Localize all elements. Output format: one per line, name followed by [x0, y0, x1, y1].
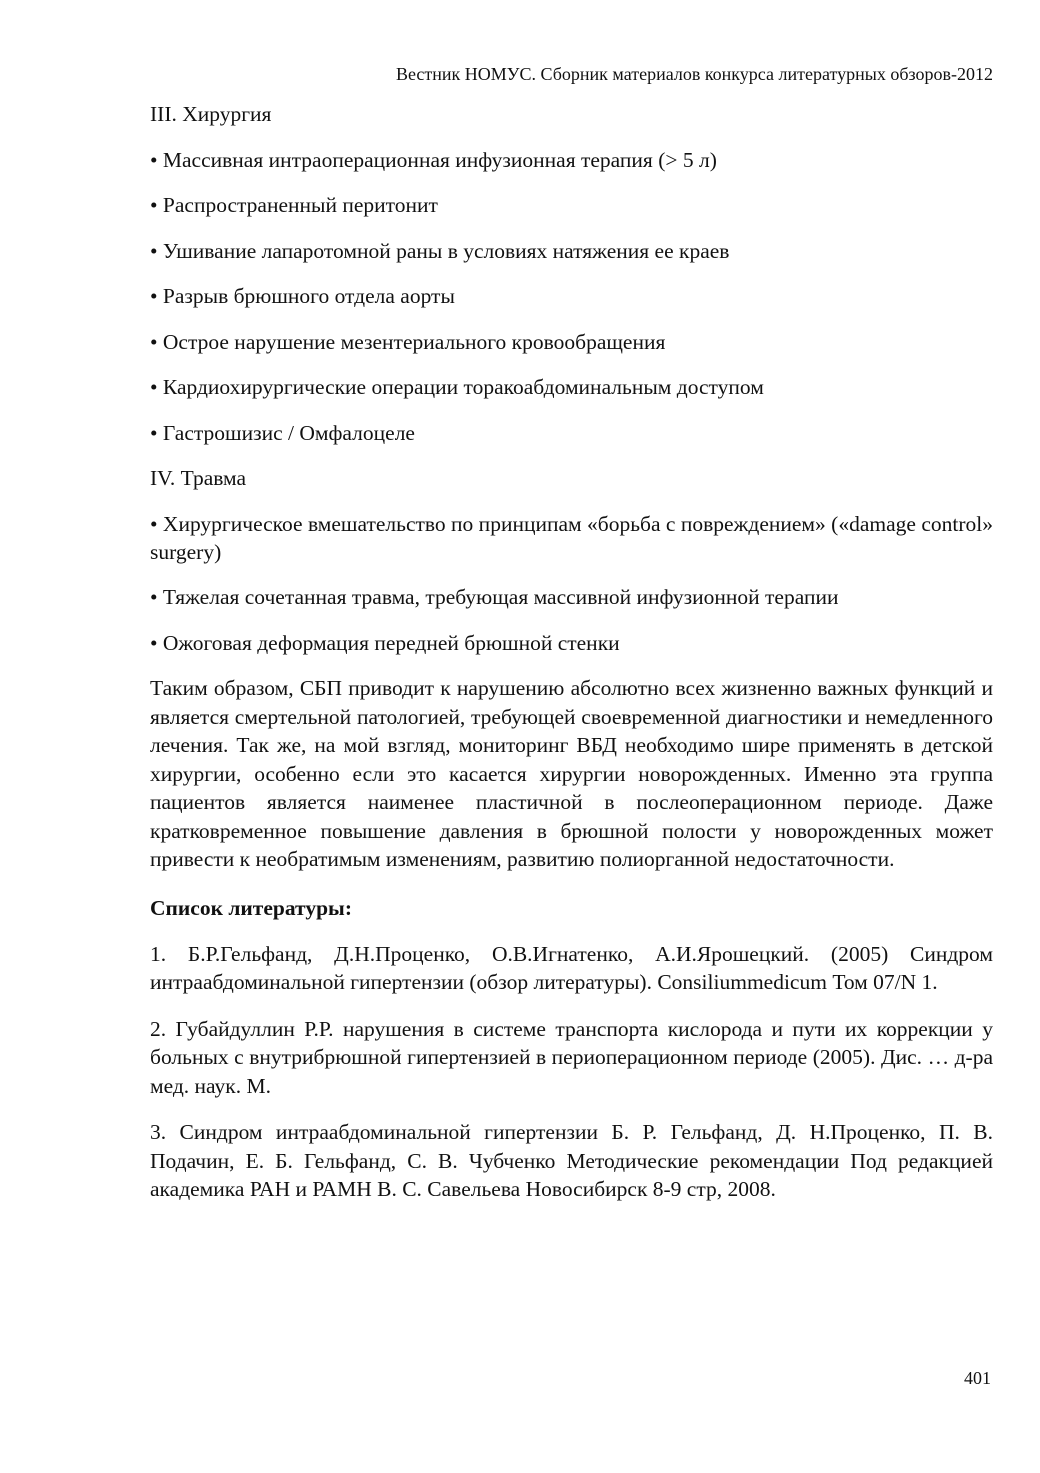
section-heading-surgery: III. Хирургия [150, 102, 272, 126]
list-item: • Ожоговая деформация передней брюшной стенки [150, 630, 620, 655]
list-item: • Острое нарушение мезентериального кровообращения [150, 329, 666, 354]
reference-item: 1. Б.Р.Гельфанд, Д.Н.Проценко, О.В.Игнатенко, А.И.Ярошецкий. (2005) Синдром интраабдоминальной гипертензии (обзор литературы). Consiliummedicum Том 07/N 1. [150, 941, 993, 994]
list-item: • Распространенный перитонит [150, 193, 438, 217]
document-page [150, 0, 993, 1473]
running-header: Вестник НОМУС. Сборник материалов конкурса литературных обзоров-2012 [395, 64, 993, 84]
list-item: • Хирургическое вмешательство по принципам «борьба с повреждением» («damage control» surgery) [150, 511, 993, 564]
list-item: • Тяжелая сочетанная травма, требующая массивной инфузионной терапии [150, 585, 839, 609]
reference-item: 2. Губайдуллин Р.Р. нарушения в системе транспорта кислорода и пути их коррекции у больных с внутрибрюшной гипертензией в периоперационном периоде (2005). Дис. … д-ра мед. наук. М. [150, 1016, 993, 1098]
page-number: 401 [964, 1368, 991, 1388]
page-content [150, 100, 993, 1222]
list-item: • Массивная интраоперационная инфузионная терапия (> 5 л) [150, 147, 717, 172]
list-item: • Разрыв брюшного отдела аорты [150, 284, 455, 308]
reference-item: 3. Синдром интраабдоминальной гипертензии Б. Р. Гельфанд, Д. Н.Проценко, П. В. Подачин, Е. Б. Гельфанд, С. В. Чубченко Методические рекомендации Под редакцией академика РАН и РАМН В. С. Савельева Новосибирск 8-9 стр, 2008. [150, 1120, 993, 1201]
list-item: • Кардиохирургические операции торакоабдоминальным доступом [150, 375, 764, 399]
conclusion-paragraph: Таким образом, СБП приводит к нарушению абсолютно всех жизненно важных функций и является смертельной патологией, требующей своевременной диагностики и немедленного лечения. Так же, на мой взгляд, мониторинг ВБД необходимо шире применять в детской хирургии, особенно если это касается хирургии новорожденных. Именно эта группа пациентов является наименее пластичной в послеоперационном периоде. Даже кратковременное повышение давления в брюшной полости у новорожденных может привести к необратимым изменениям, развитию полиорганной недостаточности. [150, 676, 993, 871]
list-item: • Гастрошизис / Омфалоцеле [150, 420, 415, 445]
references-heading: Список литературы: [150, 895, 352, 920]
list-item: • Ушивание лапаротомной раны в условиях натяжения ее краев [150, 238, 730, 263]
section-heading-trauma: IV. Травма [150, 466, 247, 490]
